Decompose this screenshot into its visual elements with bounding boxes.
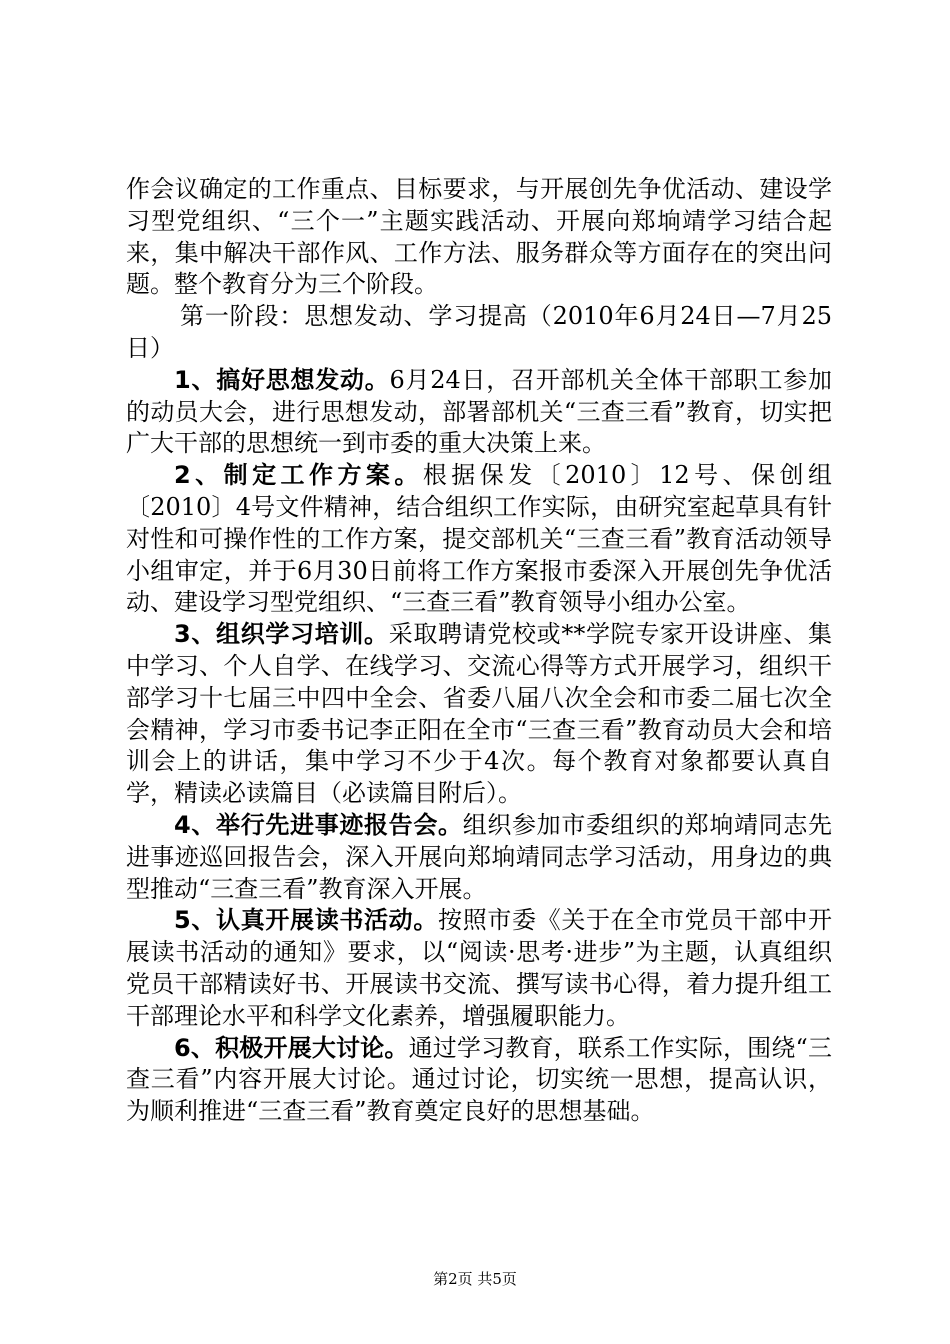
- paragraph-item-5: [126, 905, 832, 1032]
- paragraph-heading: 1、搞好思想发动。: [174, 365, 390, 394]
- paragraph-text: 作会议确定的工作重点、目标要求，与开展创先争优活动、建设学习型党组织、“三个一”主题实践活动、开展向郑垧靖学习结合起来，集中解决干部作风、工作方法、服务群众等方面存在的突出问题。整个教育分为三个阶段。: [126, 175, 832, 299]
- paragraph-text: 根据保发〔2010〕12号、保创组〔2010〕4号文件精神，结合组织工作实际，由研究室起草具有针对性和可操作性的工作方案，提交部机关“三查三看”教育活动领导小组审定，并于6月30日前将工作方案报市委深入开展创先争优活动、建设学习型党组织、“三查三看”教育领导小组办公室。: [126, 461, 832, 617]
- paragraph-heading: 5、认真开展读书活动。: [174, 906, 439, 935]
- paragraph-stage-one: [126, 301, 832, 365]
- paragraph-text: 第一阶段：思想发动、学习提高（2010年6月24日—7月25日）: [126, 302, 832, 362]
- paragraph-item-2: [126, 460, 832, 619]
- paragraph-text: 组织参加市委组织的郑垧靖同志先进事迹巡回报告会，深入开展向郑垧靖同志学习活动，用身边的典型推动“三查三看”教育深入开展。: [126, 810, 833, 903]
- document-body: [126, 174, 832, 1128]
- paragraph-item-4: [126, 810, 832, 905]
- paragraph-heading: 6、积极开展大讨论。: [174, 1033, 409, 1062]
- paragraph-item-3: [126, 619, 832, 810]
- paragraph-heading: 2、制定工作方案。: [174, 461, 423, 490]
- paragraph-text: 采取聘请党校或**学院专家开设讲座、集中学习、个人自学、在线学习、交流心得等方式开展学习，组织干部学习十七届三中四中全会、省委八届八次全会和市委二届七次全会精神，学习市委书记李正阳在全市“三查三看”教育动员大会和培训会上的讲话，集中学习不少于4次。每个教育对象都要认真自学，精读必读篇目（必读篇目附后）。: [126, 620, 832, 808]
- paragraph-heading: 4、举行先进事迹报告会。: [174, 810, 463, 839]
- page-number-footer: 第2页 共5页: [433, 1270, 517, 1288]
- paragraph-text: 按照市委《关于在全市党员干部中开展读书活动的通知》要求，以“阅读·思考·进步”为主题，认真组织党员干部精读好书、开展读书交流、撰写读书心得，着力提升组工干部理论水平和科学文化素养，增强履职能力。: [126, 906, 833, 1030]
- paragraph-text: 6月24日，召开部机关全体干部职工参加的动员大会，进行思想发动，部署部机关“三查三看”教育，切实把广大干部的思想统一到市委的重大决策上来。: [126, 365, 833, 458]
- paragraph-item-1: [126, 365, 832, 460]
- paragraph-heading: 3、组织学习培训。: [174, 620, 389, 649]
- paragraph-item-6: [126, 1033, 832, 1128]
- paragraph-intro-continuation: [126, 174, 832, 301]
- paragraph-text: 通过学习教育，联系工作实际，围绕“三查三看”内容开展大讨论。通过讨论，切实统一思想，提高认识，为顺利推进“三查三看”教育奠定良好的思想基础。: [126, 1033, 832, 1126]
